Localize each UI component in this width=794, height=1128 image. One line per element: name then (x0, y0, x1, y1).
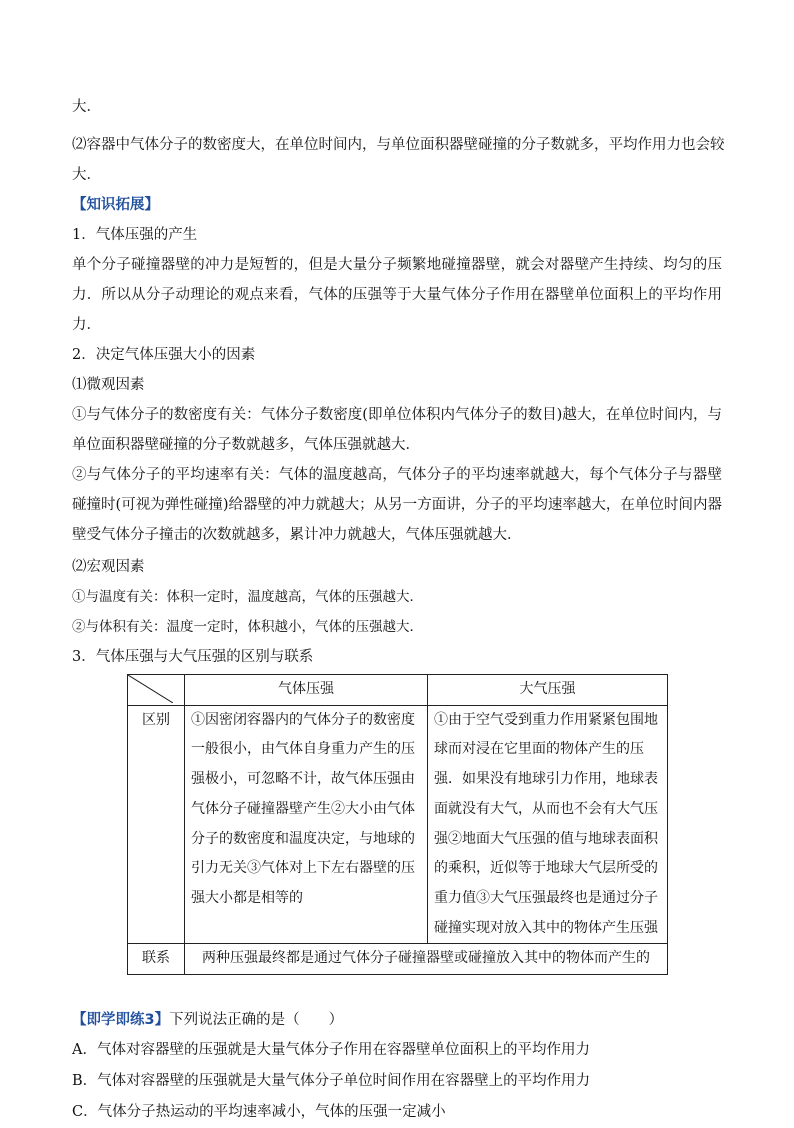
subheading: ⑴微观因素 (72, 377, 145, 393)
document-page (72, 92, 725, 1128)
section-heading: 【知识拓展】 (72, 197, 159, 213)
table-row (128, 944, 668, 975)
paragraph: 单个分子碰撞器壁的冲力是短暂的，但是大量分子频繁地碰撞器壁，就会对器壁产生持续、均匀的压力．所以从分子动理论的观点来看，气体的压强等于大量气体分子作用在器壁单位面积上的平均作用力． (72, 257, 722, 333)
diagonal-header-cell (128, 675, 185, 706)
diagonal-line (128, 675, 173, 703)
table-cell: ①由于空气受到重力作用紧紧包围地球而对浸在它里面的物体产生的压强．如果没有地球引力作用，地球表面就没有大气，从而也不会有大气压强②地面大气压强的值与地球表面积的乘积，近似等于地球大气层所受的重力值③大气压强最终也是通过分子碰撞实现对放入其中的物体产生压强 (428, 705, 668, 944)
table-cell: ①因密闭容器内的气体分子的数密度一般很小，由气体自身重力产生的压强极小，可忽略不计，故气体压强由气体分子碰撞器壁产生②大小由气体分子的数密度和温度决定，与地球的引力无关③气体对上下左右器壁的压强大小都是相等的 (185, 705, 428, 944)
section-title: 1．气体压强的产生 (72, 227, 198, 243)
text-line: ⑵容器中气体分子的数密度大，在单位时间内，与单位面积器壁碰撞的分子数就多，平均作用力也会较 (72, 137, 725, 153)
section-title: 3．气体压强与大气压强的区别与联系 (72, 649, 314, 665)
column-header: 大气压强 (428, 675, 668, 706)
row-header: 联系 (128, 944, 185, 975)
table-header-row (128, 675, 668, 706)
comparison-table (127, 674, 668, 975)
option-a: A．气体对容器壁的压强就是大量气体分子作用在容器壁单位面积上的平均作用力 (72, 1042, 590, 1059)
paragraph: ①与气体分子的数密度有关：气体分子数密度(即单位体积内气体分子的数目)越大，在单位时间内，与单位面积器壁碰撞的分子数就越多，气体压强就越大． (72, 407, 722, 453)
table-cell: 两种压强最终都是通过气体分子碰撞器壁或碰撞放入其中的物体而产生的 (185, 944, 668, 975)
paragraph: ②与气体分子的平均速率有关：气体的温度越高，气体分子的平均速率就越大，每个气体分子与器壁碰撞时(可视为弹性碰撞)给器壁的冲力就越大；从另一方面讲，分子的平均速率越大，在单位时间内器壁受气体分子撞击的次数就越多，累计冲力就越大，气体压强就越大． (72, 467, 722, 543)
text-line: 大． (72, 99, 101, 115)
option-c: C．气体分子热运动的平均速率减小，气体的压强一定减小 (72, 1104, 446, 1121)
text-line: 大． (72, 167, 101, 183)
column-header: 气体压强 (185, 675, 428, 706)
row-header: 区别 (128, 705, 185, 944)
question-stem (72, 1005, 722, 1035)
question-label: 【即学即练3】 (72, 1012, 170, 1029)
section-title: 2．决定气体压强大小的因素 (72, 347, 256, 363)
question-text: 下列说法正确的是（ ） (169, 1012, 344, 1029)
table-row (128, 705, 668, 944)
option-b: B．气体对容器壁的压强就是大量气体分子单位时间作用在容器壁上的平均作用力 (72, 1073, 591, 1090)
text-line: ②与体积有关：温度一定时，体积越小，气体的压强越大． (72, 619, 423, 635)
subheading: ⑵宏观因素 (72, 559, 145, 575)
text-line: ①与温度有关：体积一定时，温度越高，气体的压强越大． (72, 589, 423, 605)
